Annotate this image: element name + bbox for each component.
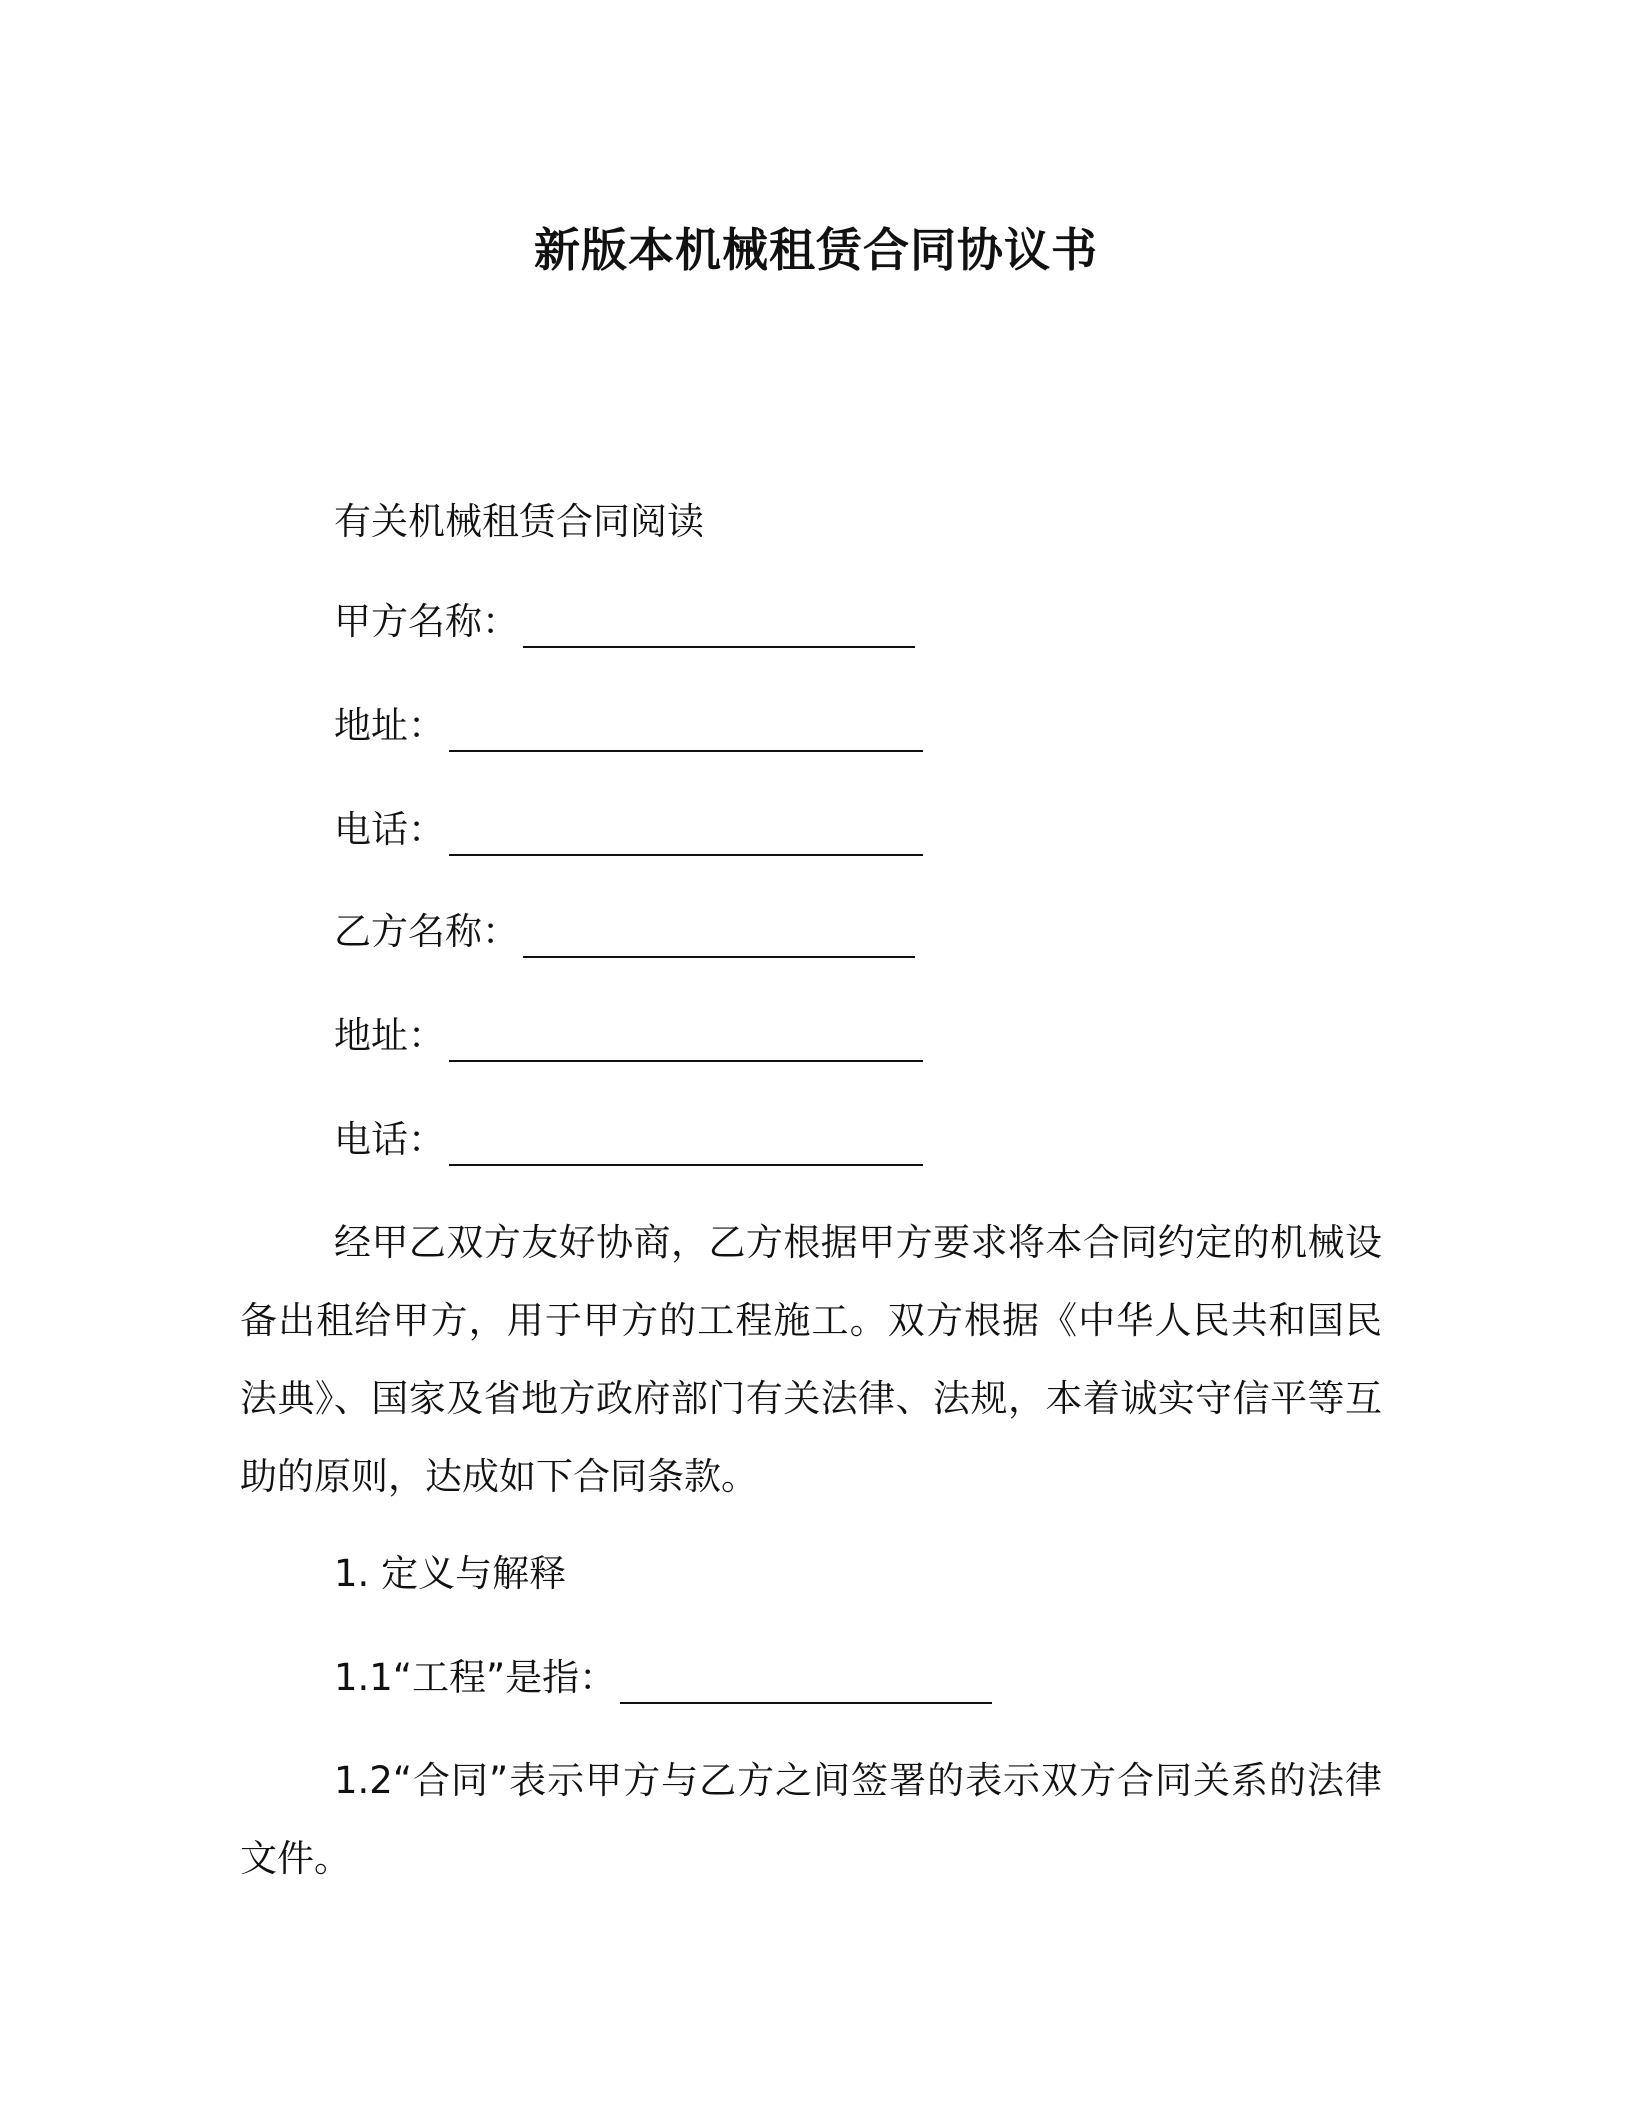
party-b-phone-label: 电话： [334,1118,445,1161]
preamble-paragraph: 经甲乙双方友好协商，乙方根据甲方要求将本合同约定的机械设备出租给甲方，用于甲方的工程施工。双方根据《中华人民共和国民法典》、国家及省地方政府部门有关法律、法规，本着诚实守信平等互助的原则，达成如下合同条款。 [240,1221,1382,1498]
party-b-address-label: 地址： [334,1014,445,1057]
party-a-address-row [334,700,923,752]
party-b-phone-row [334,1114,923,1166]
party-a-name-row [334,596,915,648]
party-b-address-row [334,1010,923,1062]
clause-1-1-row [334,1652,992,1704]
party-b-phone-field[interactable] [449,1124,923,1166]
party-b-name-row [334,906,915,958]
party-a-address-label: 地址： [334,704,445,747]
party-a-name-label: 甲方名称： [334,600,519,643]
party-a-phone-row [334,804,923,856]
clause-1-1-field[interactable] [620,1662,992,1704]
party-a-address-field[interactable] [449,710,923,752]
party-b-address-field[interactable] [449,1020,923,1062]
document-title: 新版本机械租赁合同协议书 [534,223,1098,277]
intro-heading: 有关机械租赁合同阅读 [334,500,704,543]
party-a-phone-field[interactable] [449,814,923,856]
party-a-name-field[interactable] [523,606,915,648]
party-b-name-label: 乙方名称： [334,910,519,953]
section-1-heading: 1. 定义与解释 [334,1552,567,1595]
clause-1-1-label: 1.1“工程”是指： [334,1656,617,1699]
party-b-name-field[interactable] [523,916,915,958]
party-a-phone-label: 电话： [334,808,445,851]
clause-1-2-paragraph: 1.2“合同”表示甲方与乙方之间签署的表示双方合同关系的法律文件。 [240,1759,1382,1880]
